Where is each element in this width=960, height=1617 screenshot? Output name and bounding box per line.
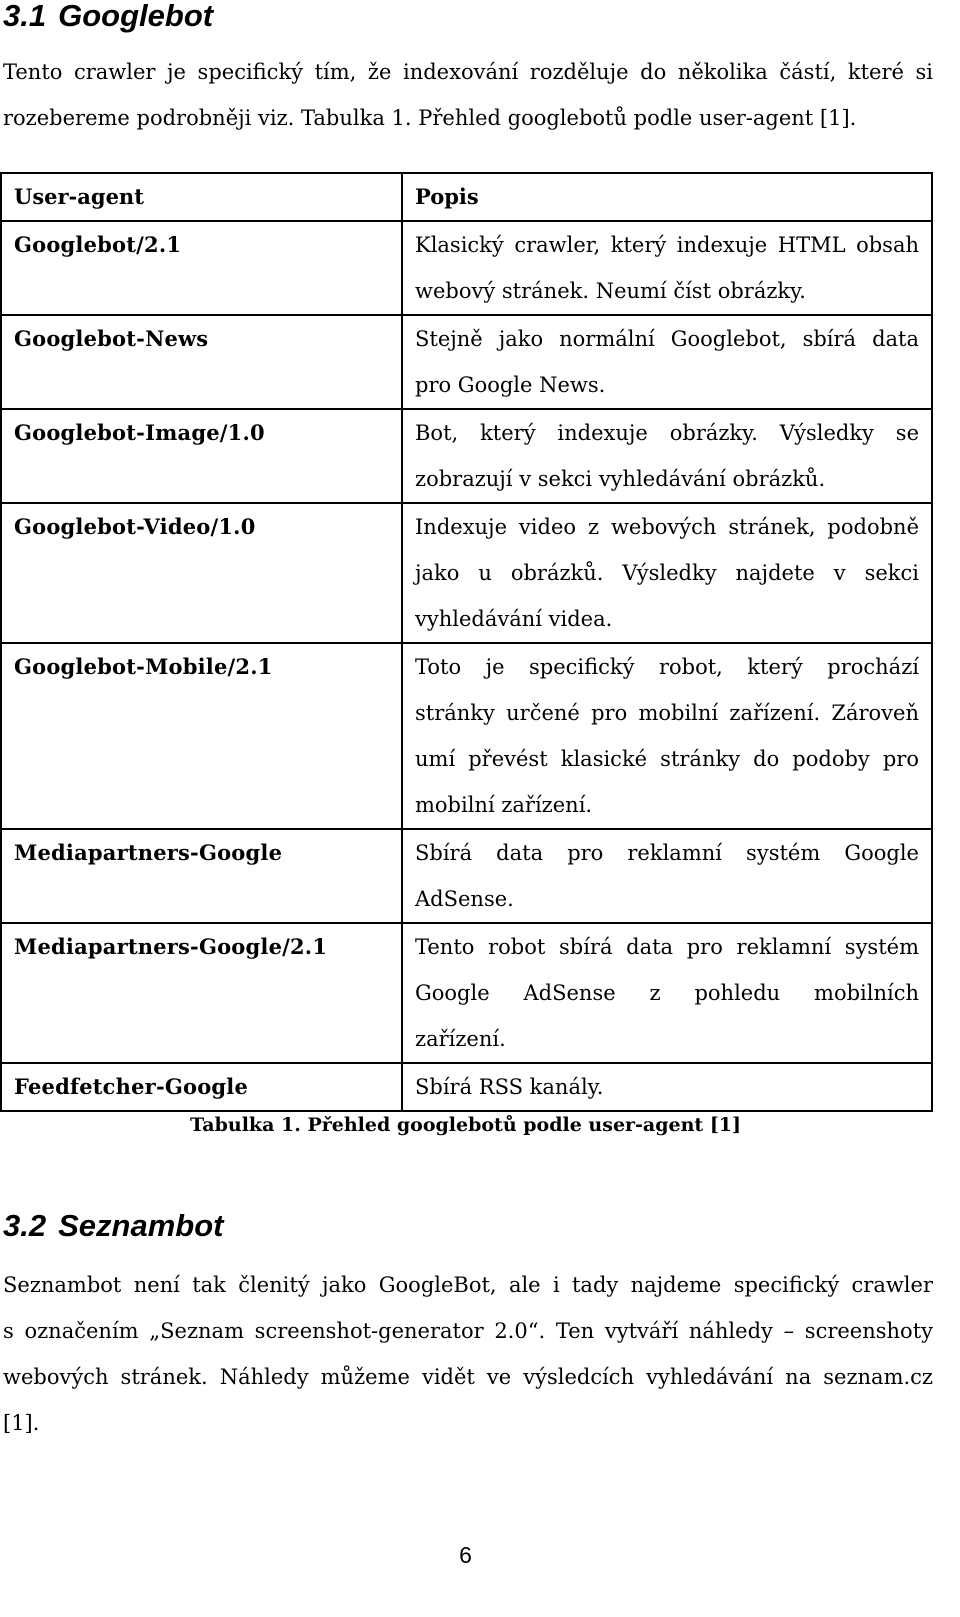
description-line: Tento robot sbírá data pro reklamní systém — [415, 935, 919, 959]
table-row — [1, 923, 932, 1063]
paragraph-line: [1]. — [3, 1411, 40, 1435]
agent-cell: Googlebot-News — [1, 315, 402, 409]
description-line: Stejně jako normální Googlebot, sbírá data — [415, 327, 919, 351]
paragraph-line: rozebereme podrobněji viz. Tabulka 1. Přehled googlebotů podle user-agent [1]. — [3, 106, 857, 130]
description-line: stránky určené pro mobilní zařízení. Zároveň — [415, 701, 919, 725]
description-line: zobrazují v sekci vyhledávání obrázků. — [415, 467, 826, 491]
description-line: Klasický crawler, který indexuje HTML obsah — [415, 233, 919, 257]
description-cell — [402, 643, 932, 829]
table-caption: Tabulka 1. Přehled googlebotů podle user-agent [1] — [189, 1114, 742, 1136]
agent-cell: Googlebot-Video/1.0 — [1, 503, 402, 643]
description-line: Indexuje video z webových stránek, podobně — [415, 515, 919, 539]
agent-cell: Feedfetcher-Google — [1, 1063, 402, 1111]
table-row — [1, 503, 932, 643]
description-cell — [402, 315, 932, 409]
section-heading-seznambot — [3, 1208, 223, 1244]
table-row — [1, 315, 932, 409]
description-line: vyhledávání videa. — [415, 607, 613, 631]
table-row — [1, 409, 932, 503]
description-line: AdSense. — [415, 887, 514, 911]
paragraph-line: s označením „Seznam screenshot-generator 2.0“. Ten vytváří náhledy – screenshoty — [3, 1319, 933, 1343]
description-cell — [402, 829, 932, 923]
table-row — [1, 221, 932, 315]
table-row — [1, 829, 932, 923]
section-number: 3.2 — [3, 1208, 47, 1243]
agent-cell: Googlebot-Mobile/2.1 — [1, 643, 402, 829]
section-paragraph-googlebot — [3, 49, 933, 141]
agent-cell: Mediapartners-Google/2.1 — [1, 923, 402, 1063]
agent-cell: Mediapartners-Google — [1, 829, 402, 923]
description-cell — [402, 409, 932, 503]
description-line: pro Google News. — [415, 373, 606, 397]
section-paragraph-seznambot — [3, 1262, 933, 1446]
section-number: 3.1 — [3, 0, 47, 33]
description-line: mobilní zařízení. — [415, 793, 593, 817]
column-header-user-agent: User-agent — [1, 173, 402, 221]
description-line: Google AdSense z pohledu mobilních — [415, 981, 919, 1005]
section-title: Googlebot — [58, 0, 214, 33]
description-cell — [402, 221, 932, 315]
description-cell — [402, 503, 932, 643]
agent-cell: Googlebot/2.1 — [1, 221, 402, 315]
paragraph-line: Seznambot není tak členitý jako GoogleBot, ale i tady najdeme specifický crawler — [3, 1273, 933, 1297]
agent-cell: Googlebot-Image/1.0 — [1, 409, 402, 503]
section-heading-googlebot — [3, 0, 213, 34]
description-line: Bot, který indexuje obrázky. Výsledky se — [415, 421, 919, 445]
column-header-popis: Popis — [402, 173, 932, 221]
description-line: Sbírá RSS kanály. — [415, 1075, 604, 1099]
paragraph-line: Tento crawler je specifický tím, že indexování rozděluje do několika částí, které si — [3, 60, 933, 84]
description-line: zařízení. — [415, 1027, 506, 1051]
googlebot-table — [0, 172, 933, 1112]
table-row — [1, 643, 932, 829]
description-line: Sbírá data pro reklamní systém Google — [415, 841, 919, 865]
description-cell — [402, 923, 932, 1063]
paragraph-line: webových stránek. Náhledy můžeme vidět ve výsledcích vyhledávání na seznam.cz — [3, 1365, 933, 1389]
table-row — [1, 1063, 932, 1111]
description-line: jako u obrázků. Výsledky najdete v sekci — [415, 561, 919, 585]
table-header-row — [1, 173, 932, 221]
description-line: Toto je specifický robot, který prochází — [415, 655, 919, 679]
page-number: 6 — [459, 1542, 472, 1568]
description-line: webový stránek. Neumí číst obrázky. — [415, 279, 806, 303]
description-line: umí převést klasické stránky do podoby pro — [415, 747, 919, 771]
description-cell — [402, 1063, 932, 1111]
section-title: Seznambot — [58, 1208, 224, 1243]
